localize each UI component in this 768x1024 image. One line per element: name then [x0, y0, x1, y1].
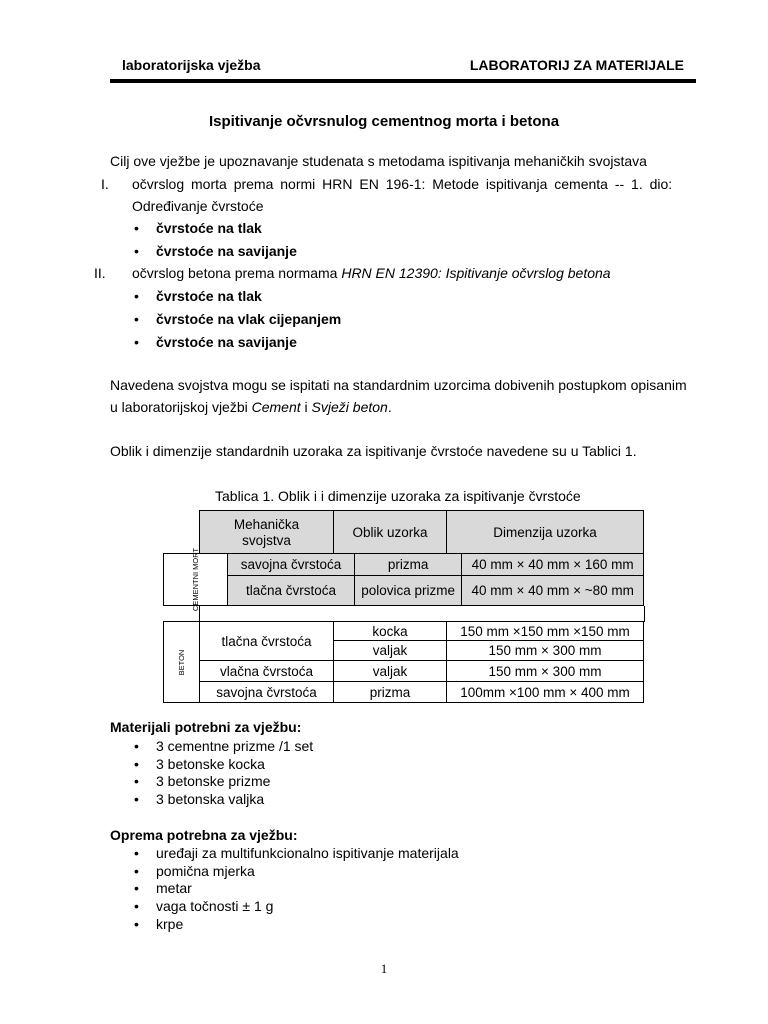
table-cell: 150 mm × 300 mm — [447, 641, 644, 661]
section2-item-2: čvrstoće na vlak cijepanjem — [156, 311, 342, 327]
section2-line — [132, 265, 611, 281]
table-row — [164, 661, 644, 682]
bullet-icon: • — [134, 880, 139, 896]
header-divider — [110, 79, 696, 83]
group-label-mort: CEMENTNI MORT — [164, 554, 228, 606]
section2-item-1: čvrstoće na tlak — [156, 288, 262, 304]
bullet-icon: • — [134, 243, 139, 259]
table-header — [199, 510, 644, 555]
equipment-item-1: uređaji za multifunkcionalno ispitivanje materijala — [156, 845, 459, 861]
para1-line2 — [110, 399, 392, 415]
intro-text: Cilj ove vježbe je upoznavanje studenata s metodama ispitivanja mehaničkih svojstava — [110, 153, 647, 169]
equipment-item-2: pomična mjerka — [156, 863, 255, 879]
materials-heading: Materijali potrebni za vježbu: — [110, 719, 302, 735]
para1-ref-beton: Svježi beton — [311, 399, 388, 415]
section1-item-2: čvrstoće na savijanje — [156, 243, 297, 259]
table-row — [164, 682, 644, 703]
header-right-label: LABORATORIJ ZA MATERIJALE — [469, 57, 684, 73]
para1-line1: Navedena svojstva mogu se ispitati na standardnim uzorcima dobivenih postupkom opisanim — [110, 377, 687, 393]
bullet-icon: • — [134, 334, 139, 350]
materials-item-1: 3 cementne prizme /1 set — [156, 738, 314, 754]
table-separator — [199, 606, 645, 622]
bullet-icon: • — [134, 898, 139, 914]
table-cell: tlačna čvrstoća — [200, 622, 334, 661]
table-mort-group — [163, 547, 644, 612]
table-cell: savojna čvrstoća — [228, 554, 355, 576]
table-caption: Tablica 1. Oblik i i dimenzije uzoraka za ispitivanje čvrstoće — [215, 488, 581, 504]
table-cell: 100mm ×100 mm × 400 mm — [447, 682, 644, 703]
table-cell: tlačna čvrstoća — [228, 576, 355, 606]
header-cell-property: Mehanička svojstva — [200, 511, 334, 555]
header-left-label: laboratorijska vježba — [122, 57, 261, 73]
section2-text: očvrslog betona prema normama — [132, 265, 342, 281]
table-cell: vlačna čvrstoća — [200, 661, 334, 682]
materials-item-2: 3 betonske kocka — [156, 756, 265, 772]
table-cell: polovica prizme — [354, 576, 461, 606]
table-cell: 40 mm × 40 mm × ~80 mm — [462, 576, 644, 606]
bullet-icon: • — [134, 916, 139, 932]
para2-text: Oblik i dimenzije standardnih uzoraka za ispitivanje čvrstoće navedene su u Tablici 1. — [110, 443, 637, 459]
page-number: 1 — [380, 961, 388, 976]
table-cell: valjak — [334, 661, 447, 682]
section2-numeral: II. — [94, 265, 106, 281]
page-title: Ispitivanje očvrsnulog cementnog morta i betona — [208, 113, 560, 130]
header-cell-dimension: Dimenzija uzorka — [447, 511, 644, 555]
equipment-heading: Oprema potrebna za vježbu: — [110, 827, 298, 843]
section1-line1 — [132, 176, 694, 192]
bullet-icon: • — [134, 311, 139, 327]
bullet-icon: • — [134, 863, 139, 879]
section1-numeral: I. — [101, 176, 109, 192]
table-cell: 150 mm ×150 mm ×150 mm — [447, 622, 644, 641]
table-cell: savojna čvrstoća — [200, 682, 334, 703]
bullet-icon: • — [134, 738, 139, 754]
equipment-item-4: vaga točnosti ± 1 g — [156, 898, 274, 914]
group-label-beton: BETON — [164, 622, 200, 703]
table-row — [164, 576, 644, 606]
section2-item-3: čvrstoće na savijanje — [156, 334, 297, 350]
table-row — [164, 554, 644, 576]
section1-item-1: čvrstoće na tlak — [156, 220, 262, 236]
table-cell: kocka — [334, 622, 447, 641]
bullet-icon: • — [134, 756, 139, 772]
equipment-item-5: krpe — [156, 916, 184, 932]
para1-text-end: . — [387, 399, 392, 415]
table-row — [164, 622, 644, 641]
para1-ref-cement: Cement — [251, 399, 301, 415]
materials-item-4: 3 betonska valjka — [156, 791, 265, 807]
bullet-icon: • — [134, 845, 139, 861]
para1-text-a: u laboratorijskoj vježbi — [110, 399, 252, 415]
section1-line1-text: očvrslog morta prema normi HRN EN 196-1: Metode ispitivanja cementa -- 1. dio: — [132, 176, 673, 192]
table-cell: prizma — [354, 554, 461, 576]
header-cell-shape: Oblik uzorka — [334, 511, 447, 555]
table-cell: 150 mm × 300 mm — [447, 661, 644, 682]
section2-standard: HRN EN 12390: Ispitivanje očvrslog betona — [341, 265, 611, 281]
materials-item-3: 3 betonske prizme — [156, 773, 271, 789]
bullet-icon: • — [134, 773, 139, 789]
bullet-icon: • — [134, 288, 139, 304]
para1-text-b: i — [300, 399, 312, 415]
bullet-icon: • — [134, 220, 139, 236]
table-beton-group — [163, 621, 644, 703]
table-cell: prizma — [334, 682, 447, 703]
bullet-icon: • — [134, 791, 139, 807]
equipment-item-3: metar — [156, 880, 192, 896]
table-cell: 40 mm × 40 mm × 160 mm — [462, 554, 644, 576]
section1-line2: Određivanje čvrstoće — [132, 198, 264, 214]
table-cell: valjak — [334, 641, 447, 661]
